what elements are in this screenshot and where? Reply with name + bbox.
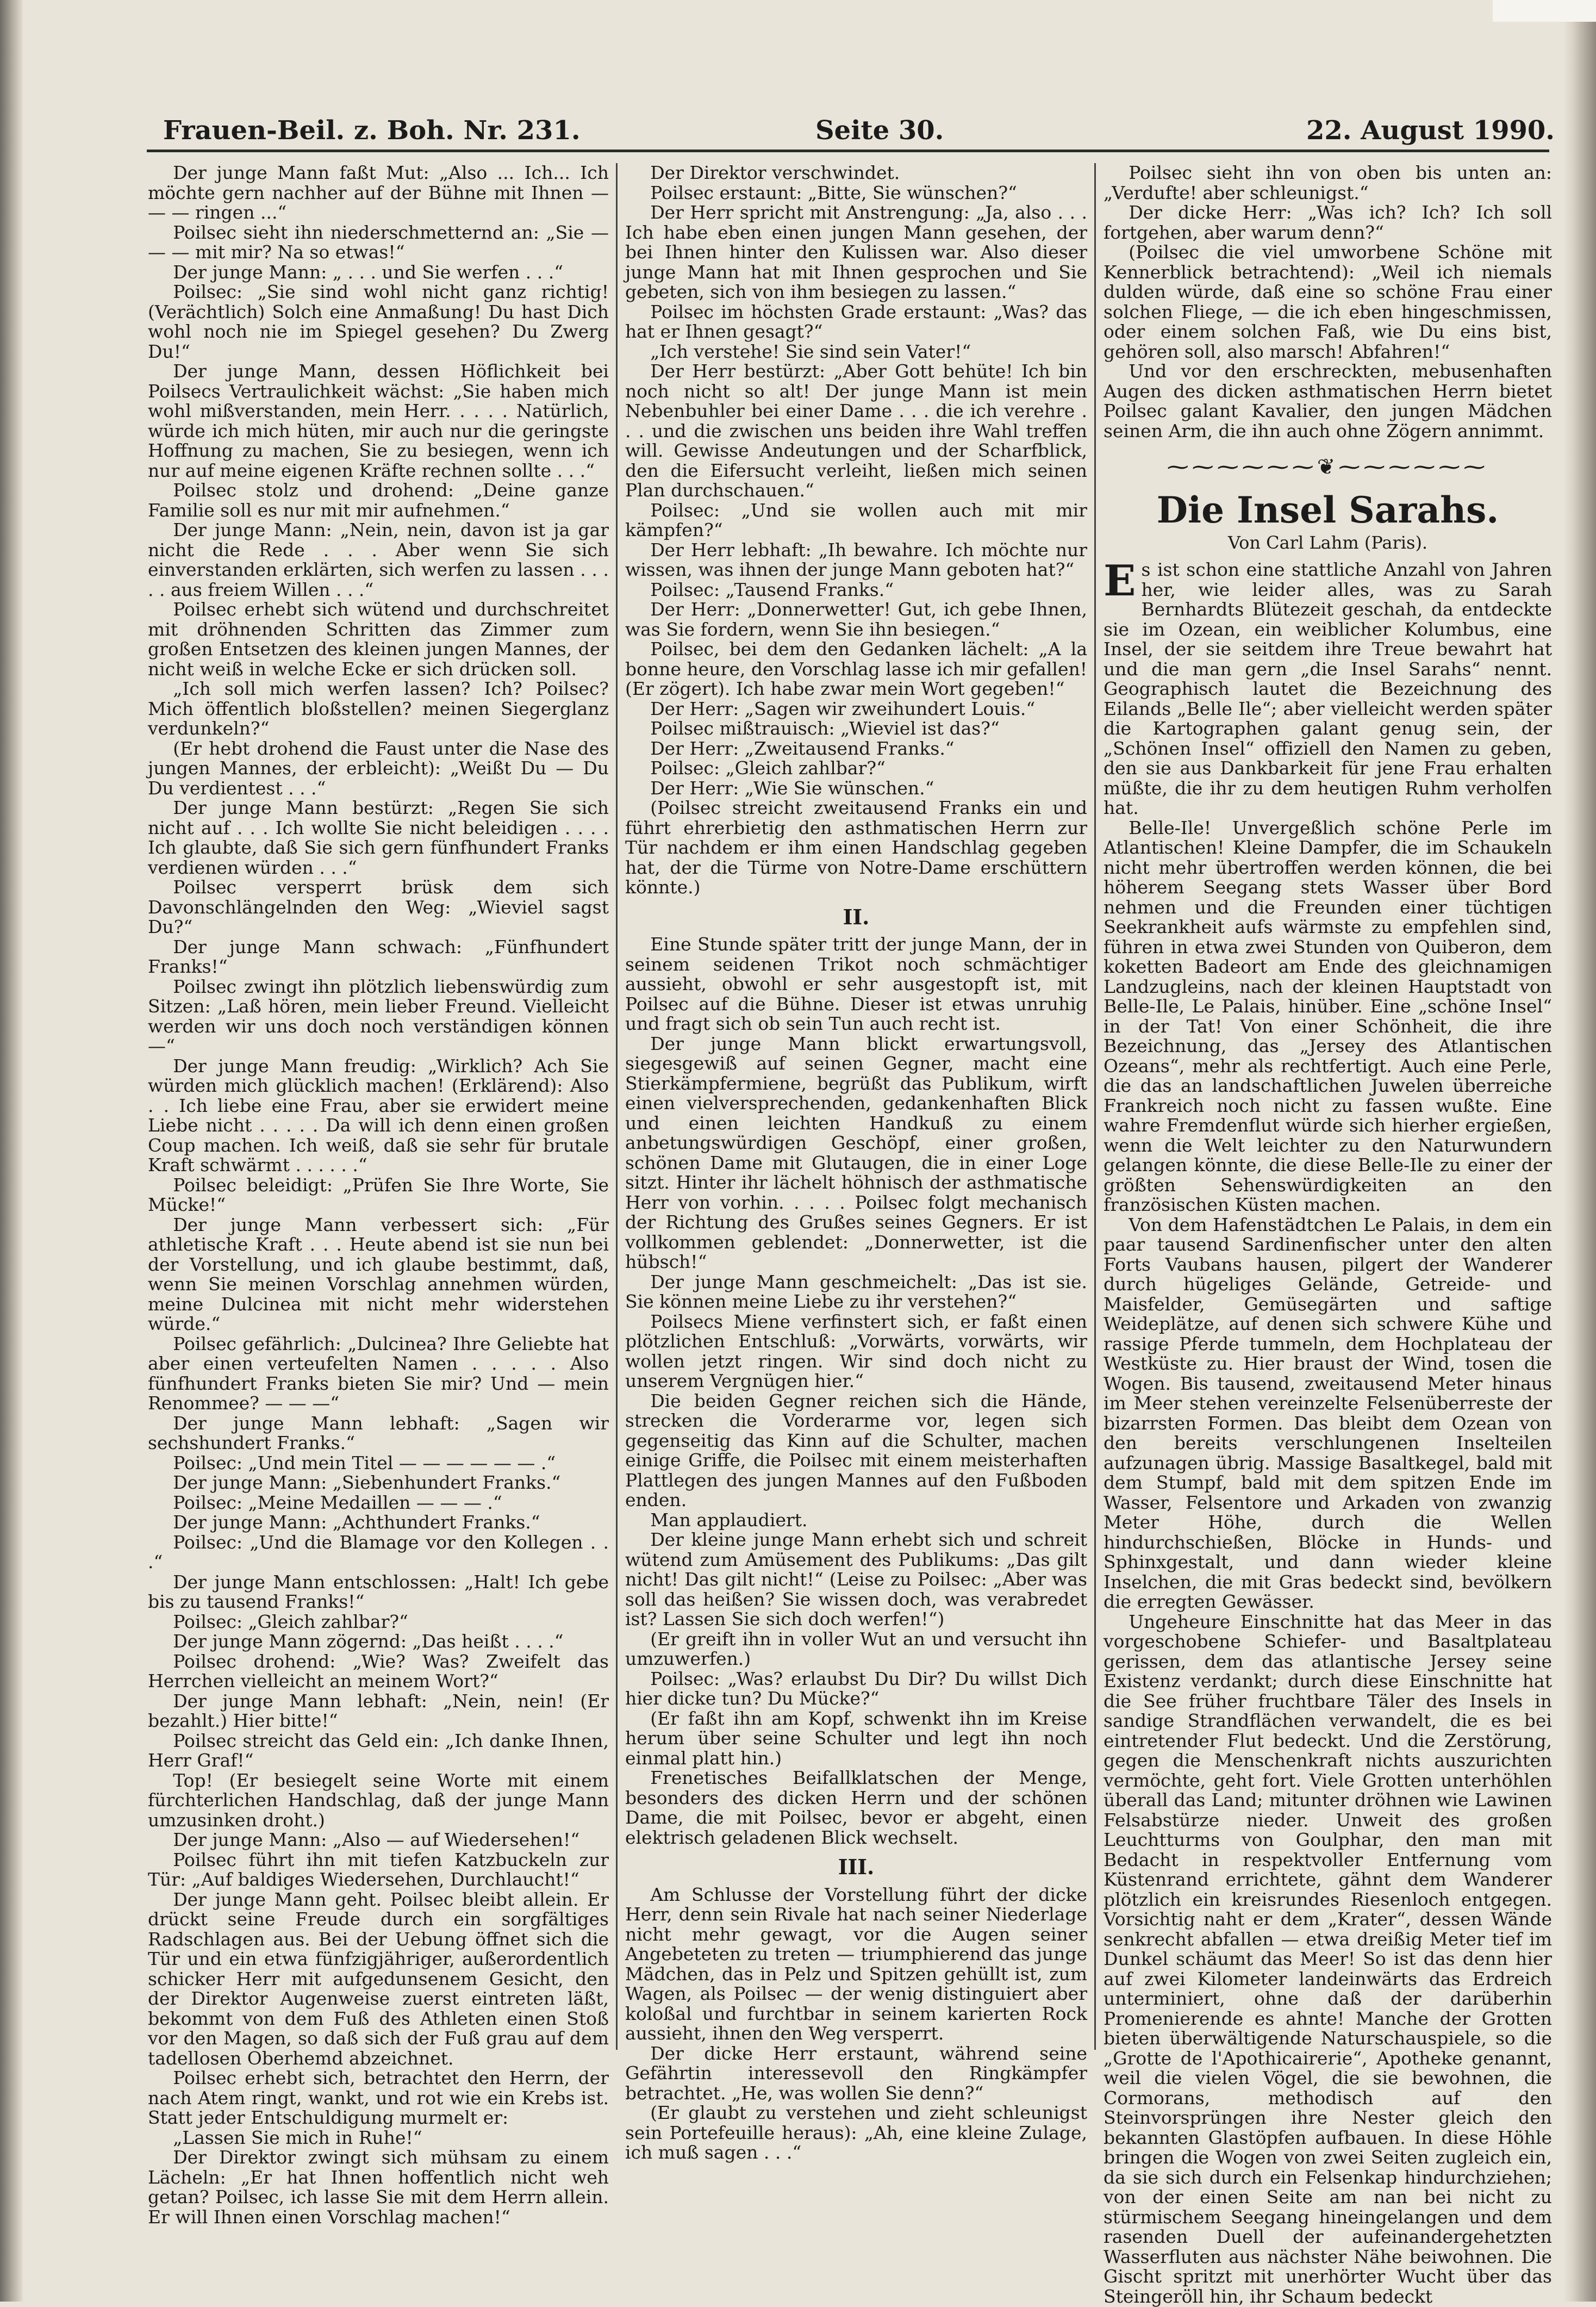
column-rule — [1094, 163, 1096, 2050]
paragraph: Poilsec gefährlich: „Dulcinea? Ihre Geliebte hat aber einen verteufelten Namen . . . . . Also fünfhundert Franks bieten Sie mir? Und — mein Renommee? — — —“ — [148, 1333, 609, 1414]
article-title: Die Insel Sarahs. — [1156, 488, 1499, 531]
paragraph: (Poilsec streicht zweitausend Franks ein und führt ehrerbietig den asthmatischen Herrn zur Tür nachdem er ihm einen Handschlag gegeben hat, der die Türme von Notre-Dame erschüttern könnte.) — [625, 797, 1087, 898]
paragraph: Der junge Mann bestürzt: „Regen Sie sich nicht auf . . . Ich wollte Sie nicht beleidigen . . . . Ich glaubte, daß Sie sich gern fünfhundert Franks verdienen würden . . .“ — [148, 797, 609, 878]
paragraph: (Poilsec die viel umworbene Schöne mit Kennerblick betrachtend): „Weil ich niemals dulden würde, daß eine so schöne Frau einer solchen Fliege, — die ich eben hingeschmissen, oder einem solchen Faß, wie Du eins bist, gehören soll, also marsch! Abfahren!“ — [1104, 241, 1552, 362]
paragraph: Ungeheure Einschnitte hat das Meer in das vorgeschobene Schiefer- und Basaltplateau gerissen, dem das atlantische Jersey seine Existenz verdankt; durch diese Einschnitte hat die See früher fruchtbare Täler des Insels in sandige Strandflächen verwandelt, die es bei eintretender Flut bedeckt. Und die Zerstörung, gegen die Menschenkraft nichts auszurichten vermöchte, geht fort. Viele Grotten unterhöhlen überall das Land; mitunter dröhnen wie Lawinen Felsabstürze nieder. Unweit des großen Leuchtturms von Goulphar, den man mit Bedacht in respektvoller Entfernung vom Küstenrand errichtete, gähnt dem Wanderer plötzlich ein kreisrundes Riesenloch entgegen. Vorsichtig naht er dem „Krater“, dessen Wände senkrecht abfallen — etwa dreißig Meter tief im Dunkel schäumt das Meer! So ist das denn hier auf zwei Kilometer landeinwärts das Erdreich unterminiert, ohne daß der darüberhin Promenierende es ahnte! Manche der Grotten bieten überwältigende Naturschauspiele, so die „Grotte de l'Apothicairerie“, Apotheke genannt, weil die vielen Vögel, die sie bewohnen, die Cormorans, methodisch auf den Steinvorsprüngen ihre Nester gleich den bekannten Glastöpfen aufbauen. In diese Höhle bringen die Wogen von zwei Seiten zugleich ein, da sie sich durch ein Felsenkap hindurchziehen; von der einen Seite am nan bei nicht zu stürmischem Seegang hineingelangen und dem rasenden Duell der aufeinandergehetzten Wasserfluten aus nächster Nähe beiwohnen. Die Gischt spritzt mit unerhörter Wucht über das Steingeröll hin, ihr Schaum bedeckt — [1104, 1610, 1552, 2307]
story-paragraphs — [625, 163, 1087, 898]
paragraph: Der Herr spricht mit Anstrengung: „Ja, also . . . Ich habe eben einen jungen Mann gesehen, der bei Ihnen hinter den Kulissen war. Also dieser junge Mann hat mit Ihnen gesprochen und Sie gebeten, sich von ihm besiegen zu lassen.“ — [625, 202, 1087, 302]
article-paragraphs — [1104, 556, 1552, 2307]
header-page-number: Seite 30. — [815, 115, 944, 146]
paragraph: Poilsec führt ihn mit tiefen Katzbuckeln zur Tür: „Auf baldiges Wiedersehen, Durchlaucht!“ — [148, 1849, 609, 1890]
paragraph: Und vor den erschreckten, mebusenhaften Augen des dicken asthmatischen Herrn bietet Poilsec galant Kavalier, den jungen Mädchen seinen Arm, die ihn auch ohne Zögern annimmt. — [1104, 360, 1552, 441]
paragraph: (Er faßt ihn am Kopf, schwenkt ihn im Kreise herum über seine Schulter und legt ihn noch einmal platt hin.) — [625, 1707, 1087, 1769]
paragraph: Der junge Mann freudig: „Wirklich? Ach Sie würden mich glücklich machen! (Erklärend): Also . . Ich liebe eine Frau, aber sie erwidert meine Liebe nicht . . . . . Da will ich denn einen großen Coup machen. Ich weiß, daß sie sehr für brutale Kraft schwärmt . . . . . .“ — [148, 1055, 609, 1176]
paragraph: Belle-Ile! Unvergeßlich schöne Perle im Atlantischen! Kleine Dampfer, die im Schaukeln nicht mehr übertroffen werden können, die bei höherem Seegang stets Wasser über Bord nehmen und die Freunden einer tüchtigen Seekrankheit aufs wärmste zu empfehlen sind, führen in etwa zwei Stunden von Quiberon, dem koketten Badeort am Ende des gleichnamigen Landzugleins, nach der kleinen Hauptstadt von Belle-Ile, Le Palais, hinüber. Eine „schöne Insel“ in der Tat! Von einer Schönheit, die ihre Bezeichnung, das „Jersey des Atlantischen Ozeans“, mehr als rechtfertigt. Auch eine Perle, die das an landschaftlichen Juwelen überreiche Frankreich noch nicht zu fassen wußte. Eine wahre Fremdenflut würde sich hierher ergießen, wenn die Welt leichter zu den Naturwundern gelangen könnte, die diese Belle-Ile zu einer der größten Sehenswürdigkeiten an den französischen Küsten machen. — [1104, 817, 1552, 1215]
paragraph: Poilsec: „Und sie wollen auch mit mir kämpfen?“ — [625, 499, 1087, 540]
page-edge-left — [0, 0, 23, 2302]
paragraph: Der junge Mann zögernd: „Das heißt . . . .“ — [173, 1631, 564, 1652]
section-number: II. — [843, 904, 870, 929]
paragraph: Poilsec: „Gleich zahlbar?“ — [650, 757, 886, 779]
paragraph: Die beiden Gegner reichen sich die Hände, strecken die Vorderarme vor, legen sich gegenseitig das Kinn auf die Schulter, machen einige Griffe, die Poilsec mit einem meisterhaften Plattlegen des jungen Mannes auf den Fußboden enden. — [625, 1390, 1087, 1510]
ornament-divider: ⁓⁓⁓⁓⁓⁓❦⁓⁓⁓⁓⁓⁓ — [1167, 455, 1489, 480]
paragraph: Eine Stunde später tritt der junge Mann, der in seinem seidenen Trikot noch schmächtiger aussieht, obwohl er sehr ausgestopft ist, mit Poilsec auf die Bühne. Dieser ist etwas unruhig und fragt sich ob sein Tun auch recht ist. — [625, 934, 1087, 1034]
paragraph: Poilsec: „Und die Blamage vor den Kollegen . . .“ — [148, 1531, 609, 1572]
paragraph: Der Herr: „Wie Sie wünschen.“ — [650, 777, 934, 799]
paragraph: Poilsec drohend: „Wie? Was? Zweifelt das Herrchen vielleicht an meinem Wort?“ — [148, 1650, 609, 1692]
story-paragraphs — [148, 163, 609, 2227]
header-date: 22. August 1990. — [1306, 115, 1555, 146]
paragraph: Am Schlusse der Vorstellung führt der dicke Herr, denn sein Rivale hat nach seiner Niederlage nicht mehr gewagt, vor die Augen seiner Angebeteten zu treten — triumphierend das junge Mädchen, das in Pelz und Spitzen gehüllt ist, zum Wagen, als Poilsec — der wenig distinguiert aber koloßal und furchtbar in seinem karierten Rock aussieht, ihnen den Weg versperrt. — [625, 1883, 1087, 2044]
paragraph: Poilsec streicht das Geld ein: „Ich danke Ihnen, Herr Graf!“ — [148, 1730, 609, 1771]
paragraph: Der dicke Herr erstaunt, während seine Gefährtin interessevoll den Ringkämpfer betrachtet. „He, was wollen Sie denn?“ — [625, 2042, 1087, 2104]
paragraph: Der junge Mann geschmeichelt: „Das ist sie. Sie können meine Liebe zu ihr verstehen?“ — [625, 1271, 1087, 1312]
section-number: III. — [838, 1855, 875, 1879]
paragraph: Poilsec: „Sie sind wohl nicht ganz richtig! (Verächtlich) Solch eine Anmaßung! Du hast Dich wohl noch nie im Spiegel gesehen? Du Zwerg Du!“ — [148, 281, 609, 362]
paragraph: Poilsec erstaunt: „Bitte, Sie wünschen?“ — [650, 182, 1017, 203]
paragraph: Der Direktor zwingt sich mühsam zu einem Lächeln: „Er hat Ihnen hoffentlich nicht weh getan? Poilsec, ich lasse Sie mit dem Herrn allein. Er will Ihnen einen Vorschlag machen!“ — [148, 2147, 609, 2228]
paragraph: Der junge Mann: „Siebenhundert Franks.“ — [173, 1472, 561, 1493]
paragraph: (Er glaubt zu verstehen und zieht schleunigst sein Portefeuille heraus): „Ah, eine kleine Zulage, ich muß sagen . . .“ — [625, 2102, 1087, 2163]
column-1 — [148, 163, 609, 2256]
paragraph: Der Herr lebhaft: „Ih bewahre. Ich möchte nur wissen, was ihnen der junge Mann geboten hat?“ — [625, 539, 1087, 580]
story-paragraphs — [625, 935, 1087, 1848]
paragraph: Poilsec erhebt sich, betrachtet den Herrn, der nach Atem ringt, wankt, und rot wie ein Krebs ist. Statt jeder Entschuldigung murmelt er: — [148, 2067, 609, 2128]
page-corner — [1493, 0, 1596, 22]
paragraph: Poilsec: „Gleich zahlbar?“ — [173, 1610, 408, 1632]
column-2 — [625, 163, 1087, 2256]
paragraph: Der junge Mann entschlossen: „Halt! Ich gebe bis zu tausend Franks!“ — [148, 1571, 609, 1612]
paragraph: Poilsec mißtrauisch: „Wieviel ist das?“ — [650, 718, 1000, 739]
header-rule — [147, 150, 1549, 152]
paragraph: Der junge Mann blickt erwartungsvoll, siegesgewiß auf seinen Gegner, macht eine Stierkämpfermiene, begrüßt das Publikum, wirft einen vielversprechenden, gedankenhaften Blick und einen leichten Handkuß zu einem anbetungswürdigen Geschöpf, einer großen, schönen Dame mit Glutaugen, die in einer Loge sitzt. Hinter ihr lächelt höhnisch der asthmatische Herr von vorhin. . . . . Poilsec folgt mechanisch der Richtung des Grußes seines Gegners. Er ist vollkommen geblendet: „Donnerwetter, ist die hübsch!“ — [625, 1033, 1087, 1272]
page-header — [163, 115, 1555, 148]
paragraph: Der junge Mann faßt Mut: „Also ... Ich... Ich möchte gern nachher auf der Bühne mit Ihnen — — — ringen ...“ — [148, 162, 609, 223]
paragraph: Poilsec zwingt ihn plötzlich liebenswürdig zum Sitzen: „Laß hören, mein lieber Freund. Vielleicht werden wir uns doch noch verständigen können —“ — [148, 975, 609, 1056]
paragraph: Poilsec beleidigt: „Prüfen Sie Ihre Worte, Sie Mücke!“ — [148, 1174, 609, 1215]
paragraph: Poilsec stolz und drohend: „Deine ganze Familie soll es nur mit mir aufnehmen.“ — [148, 480, 609, 521]
paragraph: Der junge Mann lebhaft: „Nein, nein! (Er bezahlt.) Hier bitte!“ — [148, 1690, 609, 1731]
paragraph: Poilsec: „Tausend Franks.“ — [650, 579, 894, 600]
paragraph: Von dem Hafenstädtchen Le Palais, in dem ein paar tausend Sardinenfischer unter den alten Forts Vaubans hausen, pilgert der Wanderer durch hügeliges Gelände, Getreide- und Maisfelder, Gemüsegärten und saftige Weideplätze, auf denen sich schwere Kühe und rassige Pferde tummeln, dem Hochplateau der Westküste zu. Hier braust der Wind, tosen die Wogen. Bis tausend, zweitausend Meter hinaus im Meer stehen vereinzelte Felsenüberreste der bizarrsten Formen. Das bleibt dem Ozean von den bereits verschlungenen Inselteilen aufzunagen übrig. Massige Basaltkegel, bald mit dem Stumpf, bald mit dem spitzen Ende im Wasser, Felsentore und Arkaden von zwanzig Meter Höhe, durch die Wellen hindurchschießen, Blöcke in Hunds- und Sphinxgestalt, und dann wieder kleine Inselchen, die mit Gras bedeckt sind, bevölkern die erregten Gewässer. — [1104, 1214, 1552, 1612]
paragraph: Poilsec im höchsten Grade erstaunt: „Was? das hat er Ihnen gesagt?“ — [625, 301, 1087, 342]
paragraph: Der Direktor verschwindet. — [650, 162, 900, 183]
paragraph: Der dicke Herr: „Was ich? Ich? Ich soll fortgehen, aber warum denn?“ — [1104, 202, 1552, 243]
paragraph: Poilsec: „Meine Medaillen — — — .“ — [173, 1491, 502, 1513]
paragraph: Poilsec sieht ihn niederschmetternd an: „Sie — — — mit mir? Na so etwas!“ — [148, 221, 609, 263]
paragraph: Der Herr: „Donnerwetter! Gut, ich gebe Ihnen, was Sie fordern, wenn Sie ihn besiegen.“ — [625, 599, 1087, 640]
paragraph: (Er greift ihn in voller Wut an und versucht ihn umzuwerfen.) — [625, 1628, 1087, 1669]
paragraph: Der Herr: „Sagen wir zweihundert Louis.“ — [650, 698, 1036, 719]
paragraph: Der Herr bestürzt: „Aber Gott behüte! Ich bin noch nicht so alt! Der junge Mann ist mein Nebenbuhler bei einer Dame . . . die ich verehre . . . und die zwischen uns beiden ihre Wahl treffen will. Gewisse Andeutungen und der Scharfblick, den die Eifersucht verleiht, ließen mich seinen Plan durchschauen.“ — [625, 360, 1087, 501]
paragraph: Poilsec: „Was? erlaubst Du Dir? Du willst Dich hier dicke tun? Du Mücke?“ — [625, 1668, 1087, 1709]
paragraph: Frenetisches Beifallklatschen der Menge, besonders des dicken Herrn und der schönen Dame, die mit Poilsec, bevor er abgeht, einen elektrisch geladenen Blick wechselt. — [625, 1767, 1087, 1848]
paragraph: (Er hebt drohend die Faust unter die Nase des jungen Mannes, der erbleicht): „Weißt Du — Du Du verdientest . . .“ — [148, 737, 609, 799]
paragraph: Poilsec, bei dem den Gedanken lächelt: „A la bonne heure, den Vorschlag lasse ich mir gefallen! (Er zögert). Ich habe zwar mein Wort gegeben!“ — [625, 638, 1087, 699]
paragraph: Der junge Mann schwach: „Fünfhundert Franks!“ — [148, 936, 609, 977]
column-rule — [616, 163, 618, 2050]
paragraph: Der junge Mann: „Achthundert Franks.“ — [173, 1512, 540, 1533]
drop-cap: E — [1104, 556, 1136, 606]
column-3 — [1104, 162, 1552, 2307]
paragraph: Der junge Mann: „Also — auf Wiedersehen!“ — [173, 1829, 580, 1850]
paragraph: Der junge Mann: „ . . . und Sie werfen . . .“ — [173, 261, 564, 283]
paragraph: Poilsec versperrt brüsk dem sich Davonschlängelnden den Weg: „Wieviel sagst Du?“ — [148, 876, 609, 937]
paragraph: Poilsec erhebt sich wütend und durchschreitet mit dröhnenden Schritten das Zimmer zum großen Entsetzen des kleinen jungen Mannes, der nicht weiß in welche Ecke er sich drücken soll. — [148, 599, 609, 680]
paragraph: „Ich verstehe! Sie sind sein Vater!“ — [650, 340, 971, 362]
paragraph: Poilsecs Miene verfinstert sich, er faßt einen plötzlichen Entschluß: „Vorwärts, vorwärts, wir wollen jetzt ringen. Wir sind doch nicht zu unserem Vergnügen hier.“ — [625, 1310, 1087, 1391]
paragraph: Es ist schon eine stattliche Anzahl von Jahren her, wie leider alles, was zu Sarah Bernhardts Blütezeit geschah, da entdeckte sie im Ozean, ein weiblicher Kolumbus, eine Insel, der sie seitdem ihre Treue bewahrt hat und die man gern „die Insel Sarahs“ nennt. Geographisch lautet die Bezeichnung des Eilands „Belle Ile“; aber vielleicht werden später die Kartographen galant genug sein, der „Schönen Insel“ offiziell den Namen zu geben, den sie aus Dankbarkeit für jene Frau erhalten müßte, die ihr zu dem heutigen Ruhm verholfen hat. — [1104, 556, 1552, 818]
article-byline: Von Carl Lahm (Paris). — [1227, 532, 1428, 553]
paragraph: „Ich soll mich werfen lassen? Ich? Poilsec? Mich öffentlich bloßstellen? meinen Siegerglanz verdunkeln?“ — [148, 678, 609, 739]
paragraph: „Lassen Sie mich in Ruhe!“ — [173, 2126, 422, 2148]
paragraph: Der junge Mann: „Nein, nein, davon ist ja gar nicht die Rede . . . Aber wenn Sie sich einverstanden erklärten, sich werfen zu lassen . . . . . aus freiem Willen . . .“ — [148, 519, 609, 600]
paragraph: Der junge Mann, dessen Höflichkeit bei Poilsecs Vertraulichkeit wächst: „Sie haben mich wohl mißverstanden, mein Herr. . . . . Natürlich, würde ich mich hüten, mir auch nur die geringste Hoffnung zu machen, Sie zu besiegen, wenn ich nur auf meine eigenen Kräfte rechnen sollte . . .“ — [148, 360, 609, 481]
story-paragraphs — [625, 1885, 1087, 2163]
paragraph: Der kleine junge Mann erhebt sich und schreit wütend zum Amüsement des Publikums: „Das gilt nicht! Das gilt nicht!“ (Leise zu Poilsec: „Aber was soll das heißen? Sie wissen doch, was verabredet ist? Lassen Sie sich doch werfen!“) — [625, 1529, 1087, 1630]
paragraph: Der Herr: „Zweitausend Franks.“ — [650, 737, 955, 759]
paragraph: Der junge Mann geht. Poilsec bleibt allein. Er drückt seine Freude durch ein sorgfältiges Radschlagen aus. Bei der Uebung öffnet sich die Tür und ein etwa fünfzigjähriger, außerordentlich schicker Herr mit aufgedunsenem Gesicht, den der Direktor Augenweise zuerst eintreten läßt, bekommt von dem Fuß des Athleten einen Stoß vor den Magen, so daß sich der Fuß grau auf dem tadellosen Oberhemd abzeichnet. — [148, 1888, 609, 2069]
story-paragraphs — [1104, 163, 1552, 441]
header-publication: Frauen-Beil. z. Boh. Nr. 231. — [163, 115, 581, 146]
paragraph: Poilsec sieht ihn von oben bis unten an: „Verdufte! aber schleunigst.“ — [1104, 162, 1552, 203]
paragraph: Poilsec: „Und mein Titel — — — — — — .“ — [173, 1452, 556, 1473]
paragraph: Top! (Er besiegelt seine Worte mit einem fürchterlichen Handschlag, daß der junge Mann umzusinken droht.) — [148, 1769, 609, 1831]
page-edge-right — [1563, 0, 1596, 2302]
paragraph: Der junge Mann lebhaft: „Sagen wir sechshundert Franks.“ — [148, 1412, 609, 1453]
paragraph: Der junge Mann verbessert sich: „Für athletische Kraft . . . Heute abend ist sie nun bei der Vorstellung, und ich glaube bestimmt, daß, wenn Sie meinen Vorschlag annehmen würden, meine Dulcinea mit nicht mehr widerstehen würde.“ — [148, 1214, 609, 1334]
paragraph: Man applaudiert. — [650, 1509, 808, 1531]
